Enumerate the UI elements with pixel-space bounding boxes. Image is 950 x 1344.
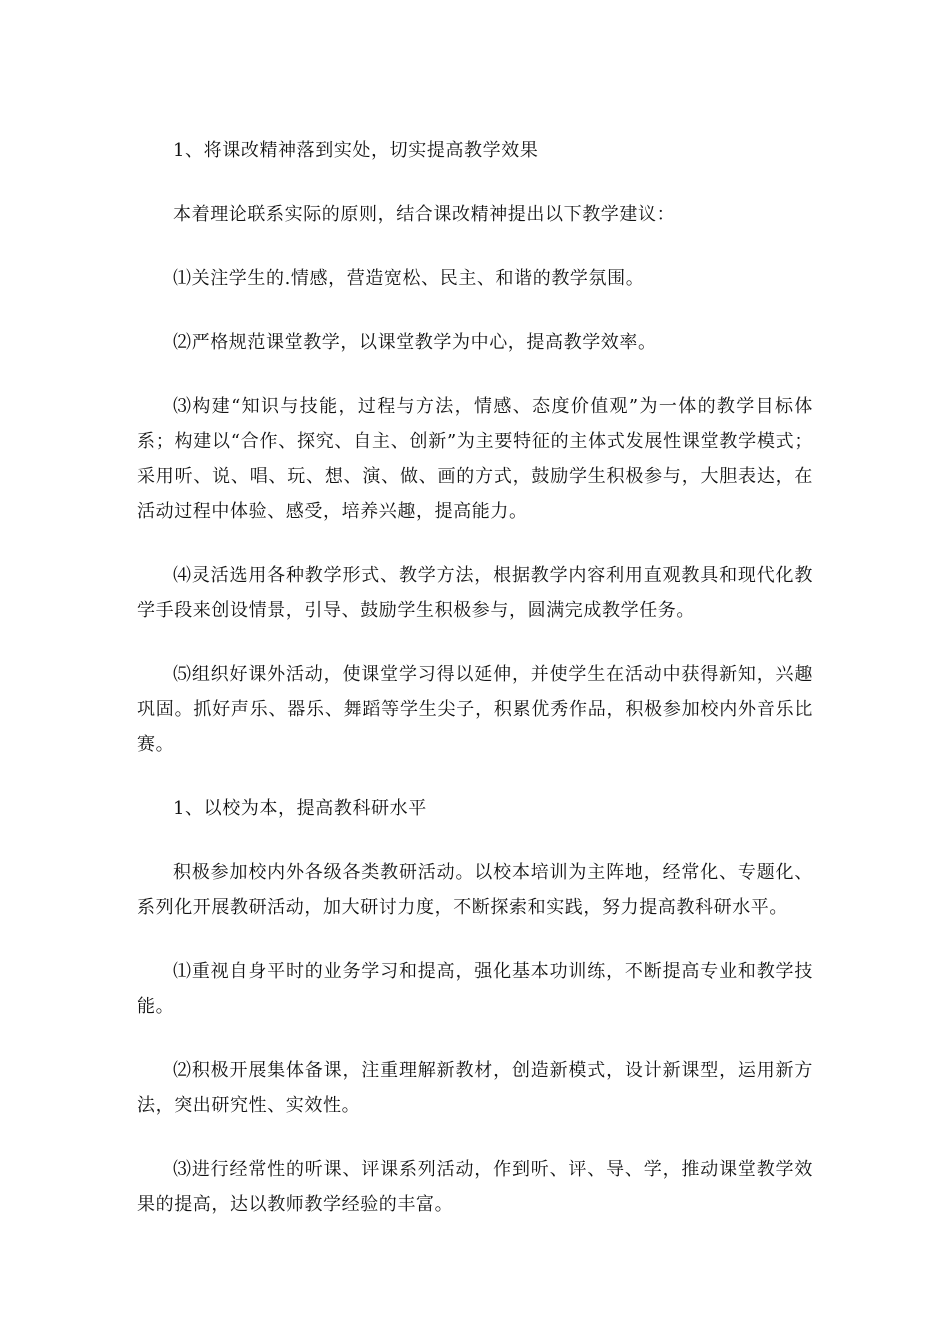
document-body — [137, 133, 813, 1251]
section-heading-1: 1、将课改精神落到实处，切实提高教学效果 — [173, 140, 539, 161]
paragraph-item-3: ⑶构建“知识与技能，过程与方法，情感、态度价值观”为一体的教学目标体系；构建以“合作、探究、自主、创新”为主要特征的主体式发展性课堂教学模式；采用听、说、唱、玩、想、演、做、画的方式，鼓励学生积极参与，大胆表达，在活动过程中体验、感受，培养兴趣，提高能力。 — [137, 396, 813, 522]
paragraph-research-item-1: ⑴重视自身平时的业务学习和提高，强化基本功训练，不断提高专业和教学技能。 — [137, 961, 813, 1017]
section-heading-2: 1、以校为本，提高教科研水平 — [173, 798, 427, 819]
paragraph-item-1: ⑴关注学生的.情感，营造宽松、民主、和谐的教学氛围。 — [173, 268, 645, 289]
paragraph-intro: 本着理论联系实际的原则，结合课改精神提出以下教学建议： — [173, 204, 676, 225]
paragraph-research-intro: 积极参加校内外各级各类教研活动。以校本培训为主阵地，经常化、专题化、系列化开展教研活动，加大研讨力度，不断探索和实践，努力提高教科研水平。 — [137, 862, 813, 918]
paragraph-research-item-3: ⑶进行经常性的听课、评课系列活动，作到听、评、导、学，推动课堂教学效果的提高，达以教师教学经验的丰富。 — [137, 1159, 813, 1215]
paragraph-item-2: ⑵严格规范课堂教学，以课堂教学为中心，提高教学效率。 — [173, 332, 657, 353]
paragraph-item-5: ⑸组织好课外活动，使课堂学习得以延伸，并使学生在活动中获得新知，兴趣巩固。抓好声乐、器乐、舞蹈等学生尖子，积累优秀作品，积极参加校内外音乐比赛。 — [137, 664, 813, 755]
paragraph-research-item-2: ⑵积极开展集体备课，注重理解新教材，创造新模式，设计新课型，运用新方法，突出研究性、实效性。 — [137, 1060, 813, 1116]
paragraph-item-4: ⑷灵活选用各种教学形式、教学方法，根据教学内容利用直观教具和现代化教学手段来创设情景，引导、鼓励学生积极参与，圆满完成教学任务。 — [137, 565, 813, 621]
